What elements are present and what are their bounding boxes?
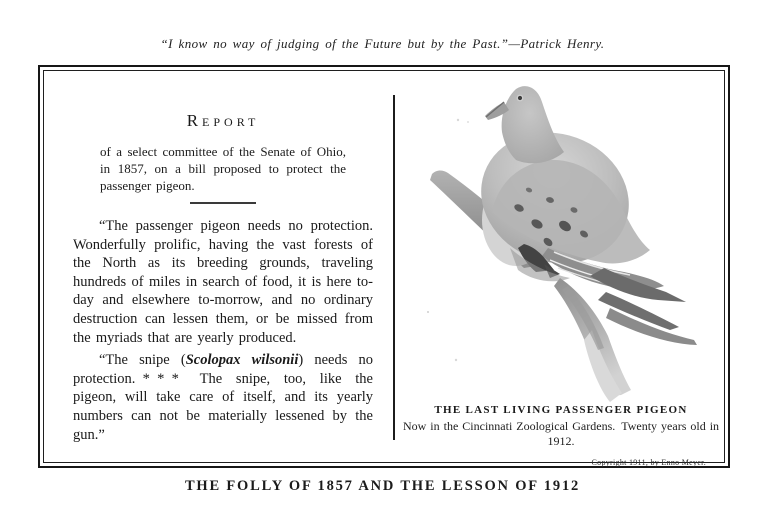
paragraph-2-text-before: “The snipe (: [99, 352, 186, 369]
report-paragraph-1: “The passenger pigeon needs no protection. Wonderfully prolific, having the vast forests of the North as its breeding grounds, traveling hundreds of miles in search of food, it is here to-day and elsewhere to-morrow, and no ordinary destruction can lessen them, or be missed from the myriads that are yearly produced.: [73, 218, 373, 346]
figure-subcaption: Now in the Cincinnati Zoological Gardens. Twenty years old in 1912.: [402, 419, 720, 448]
copyright-credit: Copyright 1911, by Enno Meyer.: [591, 458, 706, 467]
figure-caption: THE LAST LIVING PASSENGER PIGEON: [434, 404, 688, 416]
report-paragraph-2: [73, 351, 373, 444]
passenger-pigeon-illustration: [398, 72, 724, 402]
species-name: Scolopax wilsonii: [185, 352, 299, 369]
report-column: [73, 111, 373, 444]
column-divider-rule: [393, 95, 395, 440]
figure-column: [398, 72, 724, 467]
report-heading: Report: [186, 111, 260, 130]
section-rule: [190, 202, 256, 204]
plate-title: THE FOLLY OF 1857 AND THE LESSON OF 1912: [184, 478, 581, 494]
epigraph-quote: “I know no way of judging of the Future but by the Past.”—Patrick Henry.: [160, 36, 605, 51]
report-subtitle: of a select committee of the Senate of Ohio, in 1857, on a bill proposed to protect the passenger pigeon.: [100, 144, 346, 193]
paragraph-2-text-after: ) needs no protection. * * * The snipe, too, like the pigeon, will take care of itself, and its yearly numbers can not be materially lessened by the gun.”: [73, 352, 373, 443]
